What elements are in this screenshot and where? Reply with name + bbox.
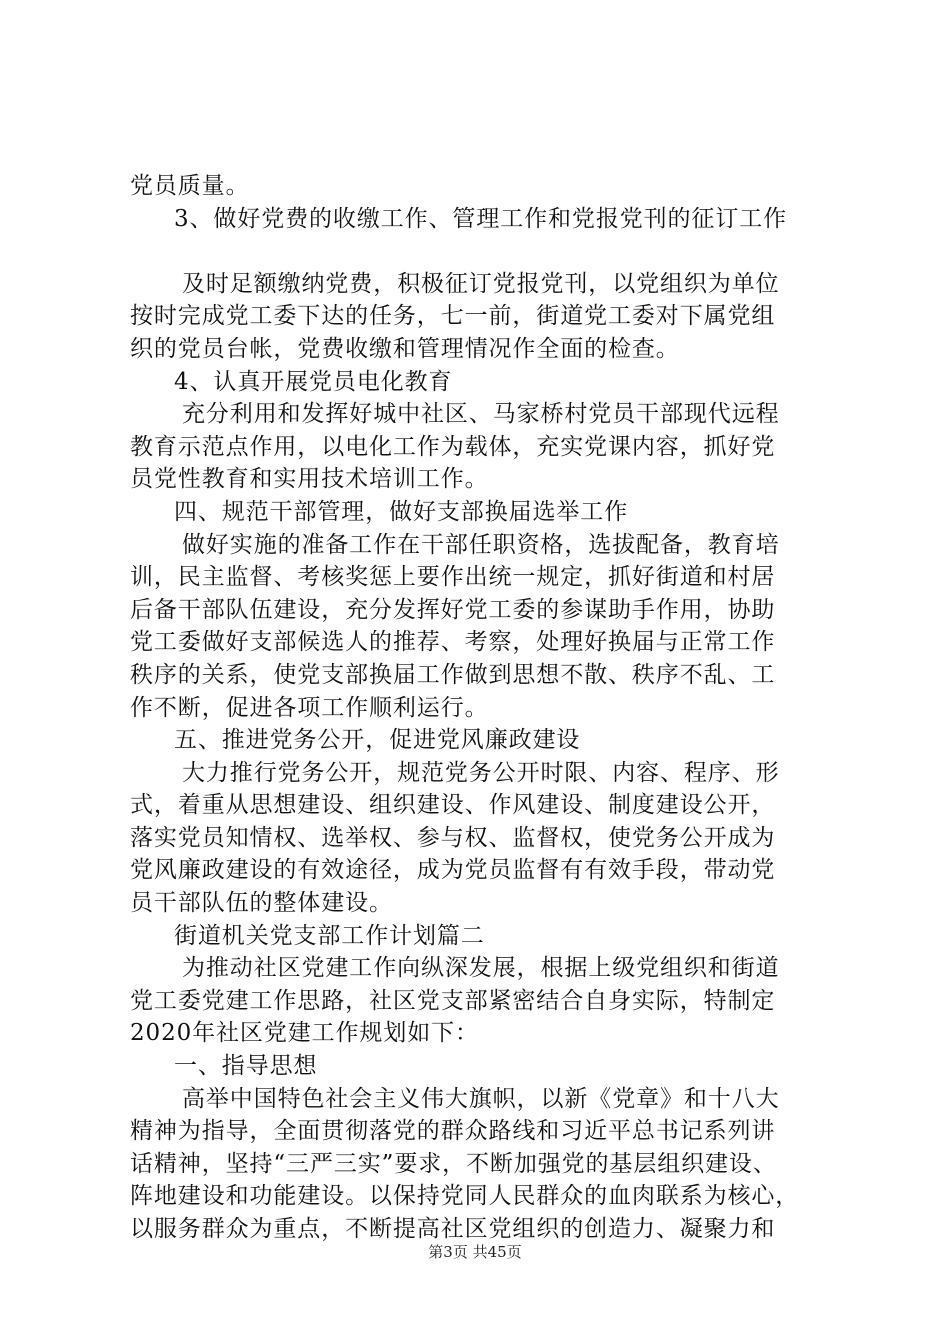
paragraph-line: 织的党员台帐，党费收缴和管理情况作全面的检查。	[130, 335, 680, 362]
paragraph-line: 党工委党建工作思路，社区党支部紧密结合自身实际，特制定	[130, 987, 776, 1014]
paragraph-line: 及时足额缴纳党费，积极征订党报党刊，以党组织为单位	[182, 270, 780, 297]
paragraph-line: 大力推行党务公开，规范党务公开时限、内容、程序、形	[182, 759, 780, 786]
paragraph-line: 以服务群众为重点，不断提高社区党组织的创造力、凝聚力和	[130, 1216, 776, 1242]
paragraph-line: 做好实施的准备工作在干部任职资格，选拔配备，教育培	[182, 531, 780, 558]
text-line-1: 党员质量。	[130, 173, 250, 199]
section-heading-five: 五、推进党务公开，促进党风廉政建设	[174, 727, 581, 754]
blank-line	[130, 235, 830, 268]
paragraph-line: 秩序的关系，使党支部换届工作做到思想不散、秩序不乱、工	[130, 661, 776, 688]
paragraph-line: 话精神，坚持“三严三实”要求，不断加强党的基层组织建设、	[130, 1150, 777, 1177]
paragraph-line: 按时完成党工委下达的任务，七一前，街道党工委对下属党组	[130, 303, 776, 330]
article-title-part-two: 街道机关党支部工作计划篇二	[174, 922, 485, 949]
paragraph-line: 充分利用和发挥好城中社区、马家桥村党员干部现代远程	[182, 401, 780, 428]
paragraph-line: 精神为指导，全面贯彻落党的群众路线和习近平总书记系列讲	[130, 1118, 776, 1145]
paragraph-line: 党工委做好支部候选人的推荐、考察，处理好换届与正常工作	[130, 629, 776, 656]
paragraph-line: 落实党员知情权、选举权、参与权、监督权，使党务公开成为	[130, 824, 776, 851]
page-footer: 第3页 共45页	[428, 1243, 522, 1261]
paragraph-line: 为推动社区党建工作向纵深发展，根据上级党组织和街道	[182, 955, 780, 982]
document-body	[130, 170, 830, 1246]
paragraph-line: 员干部队伍的整体建设。	[130, 890, 393, 917]
paragraph-line: 式，着重从思想建设、组织建设、作风建设、制度建设公开，	[130, 792, 776, 819]
paragraph-line: 后备干部队伍建设，充分发挥好党工委的参谋助手作用，协助	[130, 596, 776, 623]
paragraph-line: 2020年社区党建工作规划如下：	[130, 1020, 479, 1047]
paragraph-line: 党风廉政建设的有效途径，成为党员监督有有效手段，带动党	[130, 857, 776, 884]
paragraph-line: 员党性教育和实用技术培训工作。	[130, 466, 489, 493]
section-heading-3: 3、做好党费的收缴工作、管理工作和党报党刊的征订工作	[174, 205, 788, 232]
paragraph-line: 教育示范点作用，以电化工作为载体，充实党课内容，抓好党	[130, 433, 776, 460]
paragraph-line: 训，民主监督、考核奖惩上要作出统一规定，抓好街道和村居	[130, 564, 776, 591]
section-heading-4: 4、认真开展党员电化教育	[174, 368, 453, 395]
section-heading-four: 四、规范干部管理，做好支部换届选举工作	[174, 498, 629, 525]
paragraph-line: 阵地建设和功能建设。以保持党同人民群众的血肉联系为核心，	[130, 1183, 800, 1210]
paragraph-line: 高举中国特色社会主义伟大旗帜，以新《党章》和十八大	[182, 1085, 780, 1112]
section-heading-one: 一、指导思想	[174, 1053, 318, 1080]
paragraph-line: 作不断，促进各项工作顺利运行。	[130, 694, 489, 721]
